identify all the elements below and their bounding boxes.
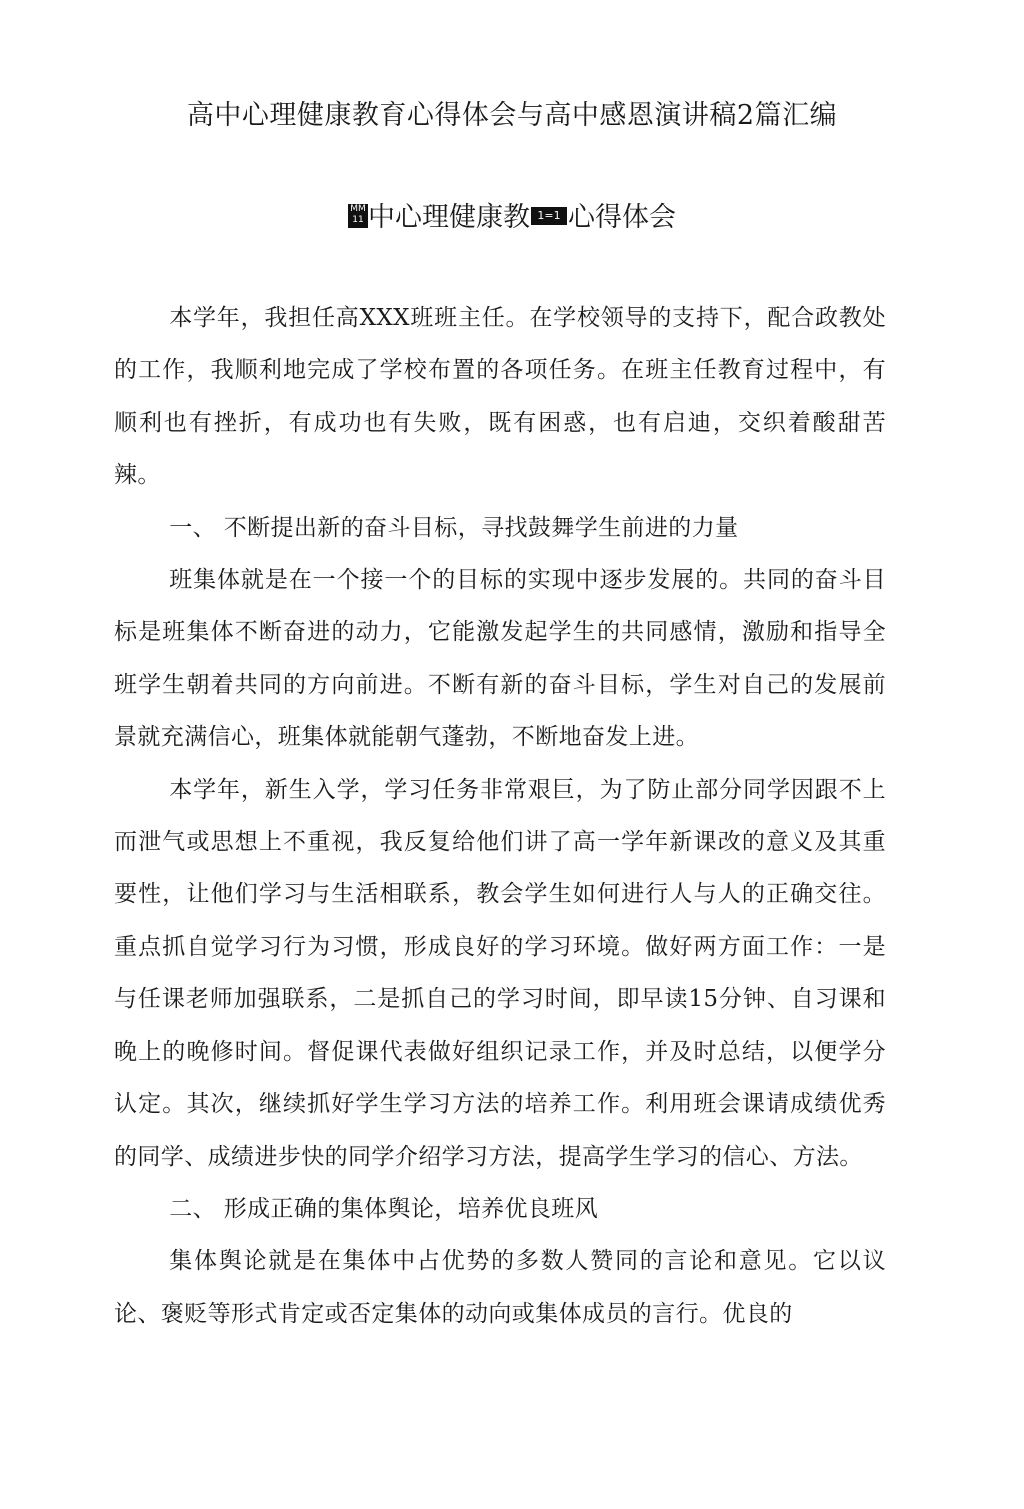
section-title <box>0 198 1024 238</box>
section-title-part2: 心得体会 <box>568 202 676 233</box>
garbled-glyph-box: MM 11 <box>348 204 368 228</box>
document-title: 高中心理健康教育心得体会与高中感恩演讲稿2篇汇编 <box>186 100 838 131</box>
paragraph: 集体舆论就是在集体中占优势的多数人赞同的言论和意见。它以议论、褒贬等形式肯定或否定集体的动向或集体成员的言行。优良的 <box>114 1248 886 1327</box>
garbled-glyph-box: 1=1 <box>531 207 567 225</box>
paragraph: 本学年，新生入学，学习任务非常艰巨，为了防止部分同学因跟不上而泄气或思想上不重视，我反复给他们讲了高一学年新课改的意义及其重要性，让他们学习与生活相联系，教会学生如何进行人与人的正确交往。重点抓自觉学习行为习惯，形成良好的学习环境。做好两方面工作：一是与任课老师加强联系，二是抓自己的学习时间，即早读15分钟、自习课和晚上的晚修时间。督促课代表做好组织记录工作，并及时总结，以便学分认定。其次，继续抓好学生学习方法的培养工作。利用班会课请成绩优秀的同学、成绩进步快的同学介绍学习方法，提高学生学习的信心、方法。 <box>114 776 886 1170</box>
paragraph: 班集体就是在一个接一个的目标的实现中逐步发展的。共同的奋斗目标是班集体不断奋进的动力，它能激发起学生的共同感情，激励和指导全班学生朝着共同的方向前进。不断有新的奋斗目标，学生对自己的发展前景就充满信心，班集体就能朝气蓬勃，不断地奋发上进。 <box>114 567 886 751</box>
section-title-part1: 中心理健康教 <box>368 202 530 233</box>
body-text <box>114 292 886 1340</box>
section-heading: 二、 形成正确的集体舆论，培养优良班风 <box>169 1195 599 1222</box>
section-heading: 一、 不断提出新的奋斗目标，寻找鼓舞学生前进的力量 <box>169 514 739 541</box>
paragraph: 本学年，我担任高XXX班班主任。在学校领导的支持下，配合政教处的工作，我顺利地完成了学校布置的各项任务。在班主任教育过程中，有顺利也有挫折，有成功也有失败，既有困惑，也有启迪，交织着酸甜苦辣。 <box>114 305 886 489</box>
